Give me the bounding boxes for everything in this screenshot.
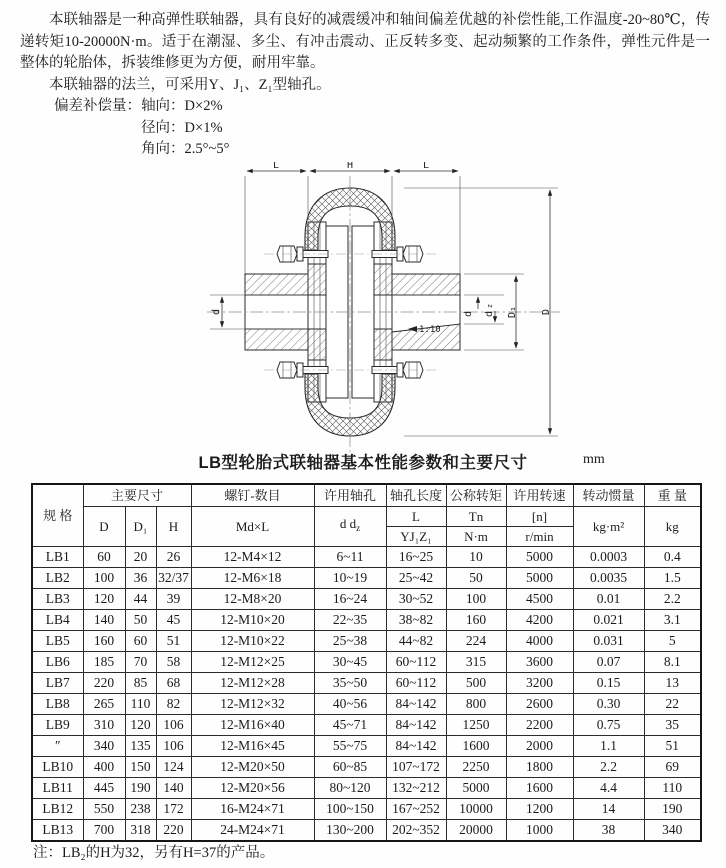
table-cell: 22 <box>644 693 701 714</box>
radial-compensation: 径向：D×1% <box>141 119 223 136</box>
table-cell: 16~24 <box>314 588 386 609</box>
table-cell: 2250 <box>446 756 506 777</box>
dim-label-dz: d <box>484 310 495 318</box>
table-cell: 315 <box>446 651 506 672</box>
bore-symbol-subscript: z <box>356 523 361 533</box>
table-cell: 12-M10×20 <box>191 609 314 630</box>
table-cell: 12-M20×50 <box>191 756 314 777</box>
table-cell: 25~42 <box>386 567 446 588</box>
table-cell: 44~82 <box>386 630 446 651</box>
table-cell: 160 <box>83 630 125 651</box>
header-bore: 许用轴孔 <box>314 484 386 506</box>
coupling-parameters-table <box>31 483 702 842</box>
table-cell: 20000 <box>446 819 506 841</box>
table-cell: ″ <box>32 735 83 756</box>
header-L: L <box>386 506 446 526</box>
table-cell: 60~112 <box>386 651 446 672</box>
table-cell: LB1 <box>32 546 83 567</box>
table-cell: 0.4 <box>644 546 701 567</box>
intro-section <box>20 10 710 161</box>
table-cell: 400 <box>83 756 125 777</box>
table-cell: 110 <box>125 693 156 714</box>
compensation-label: 偏差补偿量： <box>54 98 142 114</box>
table-cell: 106 <box>156 714 191 735</box>
table-cell: 82 <box>156 693 191 714</box>
table-cell: 4.4 <box>573 777 644 798</box>
compensation-block <box>54 96 710 161</box>
table-cell: 12-M20×56 <box>191 777 314 798</box>
header-inertia: 转动惯量 <box>573 484 644 506</box>
table-cell: LB10 <box>32 756 83 777</box>
table-cell: 68 <box>156 672 191 693</box>
header-Tn: Tn <box>446 506 506 526</box>
table-row <box>32 567 701 588</box>
table-cell: 238 <box>125 798 156 819</box>
table-cell: 110 <box>644 777 701 798</box>
table-cell: LB12 <box>32 798 83 819</box>
table-cell: 55~75 <box>314 735 386 756</box>
dim-label-L-left: L <box>272 162 280 171</box>
table-cell: 150 <box>125 756 156 777</box>
table-cell: 3600 <box>506 651 573 672</box>
table-cell: 0.0035 <box>573 567 644 588</box>
table-cell: 35~50 <box>314 672 386 693</box>
table-cell: 1600 <box>446 735 506 756</box>
right-bore-dimensions <box>463 295 504 324</box>
header-screws-formula: Md×L <box>191 506 314 546</box>
table-cell: 190 <box>644 798 701 819</box>
table-cell: 1.1 <box>573 735 644 756</box>
left-bore-dimension <box>211 297 222 327</box>
table-cell: LB9 <box>32 714 83 735</box>
table-cell: 0.0003 <box>573 546 644 567</box>
table-cell: 58 <box>156 651 191 672</box>
dim-label-D1: D₁ <box>507 305 518 319</box>
table-cell: 135 <box>125 735 156 756</box>
table-cell: 2.2 <box>644 588 701 609</box>
table-cell: LB2 <box>32 567 83 588</box>
table-cell: 1800 <box>506 756 573 777</box>
compensation-items <box>141 96 229 161</box>
table-row <box>32 672 701 693</box>
table-cell: 0.75 <box>573 714 644 735</box>
table-row <box>32 693 701 714</box>
table-cell: 224 <box>446 630 506 651</box>
header-n: [n] <box>506 506 573 526</box>
header-bore-symbols <box>314 506 386 546</box>
table-cell: 100 <box>83 567 125 588</box>
header-torque: 公称转矩 <box>446 484 506 506</box>
table-row <box>32 735 701 756</box>
table-cell: 30~45 <box>314 651 386 672</box>
header-D: D <box>83 506 125 546</box>
table-cell: 140 <box>156 777 191 798</box>
table-cell: 32/37 <box>156 567 191 588</box>
table-cell: 5000 <box>446 777 506 798</box>
table-cell: 100 <box>446 588 506 609</box>
header-torque-unit: N·m <box>446 526 506 546</box>
table-row <box>32 588 701 609</box>
dim-label-dz-subscript: z <box>486 303 494 309</box>
table-cell: 120 <box>125 714 156 735</box>
header-spec: 规 格 <box>32 484 83 546</box>
table-cell: 51 <box>156 630 191 651</box>
table-cell: 1.5 <box>644 567 701 588</box>
table-cell: 550 <box>83 798 125 819</box>
dim-label-D: D <box>541 308 552 316</box>
table-cell: LB3 <box>32 588 83 609</box>
table-cell: 8.1 <box>644 651 701 672</box>
table-cell: 84~142 <box>386 714 446 735</box>
table-cell: 38 <box>573 819 644 841</box>
table-title-row <box>0 449 726 475</box>
table-cell: 44 <box>125 588 156 609</box>
header-screws: 螺钉-数目 <box>191 484 314 506</box>
table-cell: 10 <box>446 546 506 567</box>
header-speed-unit: r/min <box>506 526 573 546</box>
table-cell: 60~85 <box>314 756 386 777</box>
table-cell: 5 <box>644 630 701 651</box>
table-cell: 12-M16×40 <box>191 714 314 735</box>
table-cell: 5000 <box>506 567 573 588</box>
table-cell: 12-M4×12 <box>191 546 314 567</box>
header-H: H <box>156 506 191 546</box>
table-cell: 51 <box>644 735 701 756</box>
table-cell: 12-M12×32 <box>191 693 314 714</box>
dim-label-L-right: L <box>422 162 430 171</box>
table-cell: 0.15 <box>573 672 644 693</box>
table-cell: 140 <box>83 609 125 630</box>
table-header <box>32 484 701 546</box>
table-cell: 30~52 <box>386 588 446 609</box>
table-cell: 3.1 <box>644 609 701 630</box>
table-cell: 40~56 <box>314 693 386 714</box>
angular-compensation: 角向：2.5°~5° <box>141 141 230 157</box>
axial-compensation: 轴向：D×2% <box>141 98 223 114</box>
table-row <box>32 651 701 672</box>
table-cell: 10000 <box>446 798 506 819</box>
header-bore-types: YJ₁Z₁ <box>386 526 446 546</box>
table-cell: 160 <box>446 609 506 630</box>
table-cell: 318 <box>125 819 156 841</box>
tire-bottom-section <box>305 374 395 436</box>
table-cell: 220 <box>83 672 125 693</box>
table-cell: 800 <box>446 693 506 714</box>
table-cell: 5000 <box>506 546 573 567</box>
table-cell: 85 <box>125 672 156 693</box>
table-row <box>32 798 701 819</box>
table-cell: 130~200 <box>314 819 386 841</box>
bore-symbol-main: d d <box>339 516 357 531</box>
table-cell: 132~212 <box>386 777 446 798</box>
coupling-drawing <box>112 162 582 462</box>
table-cell: 4000 <box>506 630 573 651</box>
table-cell: LB8 <box>32 693 83 714</box>
header-bore-length: 轴孔长度 <box>386 484 446 506</box>
table-cell: 16~25 <box>386 546 446 567</box>
header-D1: D₁ <box>125 506 156 546</box>
table-cell: 60 <box>83 546 125 567</box>
table-cell: 700 <box>83 819 125 841</box>
table-cell: 22~35 <box>314 609 386 630</box>
table-row <box>32 756 701 777</box>
table-cell: 12-M16×45 <box>191 735 314 756</box>
dim-label-H: H <box>346 162 354 171</box>
table-cell: 265 <box>83 693 125 714</box>
table-cell: 190 <box>125 777 156 798</box>
table-cell: 1250 <box>446 714 506 735</box>
table-cell: 38~82 <box>386 609 446 630</box>
header-weight: 重 量 <box>644 484 701 506</box>
table-cell: 1000 <box>506 819 573 841</box>
table-cell: 12-M12×28 <box>191 672 314 693</box>
header-weight-unit: kg <box>644 506 701 546</box>
table-cell: 10~19 <box>314 567 386 588</box>
flange-type-line: 本联轴器的法兰，可采用Y、J₁、Z₁型轴孔。 <box>49 76 331 93</box>
table-cell: 24-M24×71 <box>191 819 314 841</box>
table-cell: 124 <box>156 756 191 777</box>
table-cell: LB7 <box>32 672 83 693</box>
table-cell: 310 <box>83 714 125 735</box>
table-cell: LB13 <box>32 819 83 841</box>
intro-paragraph: 本联轴器是一种高弹性联轴器，具有良好的减震缓冲和轴间偏差优越的补偿性能,工作温度-20~80℃，传递转矩10-20000N·m。适于在潮湿、多尘、有冲击震动、正反转多变、起动频繁的工作条件，弹性元件是一整体的轮胎体，拆装维修更为方便，耐用牢靠。 <box>20 12 710 71</box>
table-cell: 26 <box>156 546 191 567</box>
table-cell: 2000 <box>506 735 573 756</box>
table-cell: 172 <box>156 798 191 819</box>
table-cell: 36 <box>125 567 156 588</box>
table-cell: 14 <box>573 798 644 819</box>
table-cell: 500 <box>446 672 506 693</box>
table-cell: 6~11 <box>314 546 386 567</box>
table-cell: 84~142 <box>386 735 446 756</box>
table-cell: 45 <box>156 609 191 630</box>
table-cell: 60 <box>125 630 156 651</box>
table-cell: 25~38 <box>314 630 386 651</box>
dim-label-d-left: d <box>211 308 222 316</box>
table-cell: 0.031 <box>573 630 644 651</box>
table-cell: 2600 <box>506 693 573 714</box>
table-cell: 84~142 <box>386 693 446 714</box>
taper-label: 1:10 <box>419 325 441 335</box>
table-cell: 445 <box>83 777 125 798</box>
table-cell: 12-M8×20 <box>191 588 314 609</box>
table-cell: 0.07 <box>573 651 644 672</box>
table-cell: 1200 <box>506 798 573 819</box>
table-cell: 4500 <box>506 588 573 609</box>
dim-label-d-right: d <box>463 310 474 318</box>
table-body <box>32 546 701 841</box>
coupling-cross-section-figure <box>112 162 582 462</box>
table-cell: 12-M12×25 <box>191 651 314 672</box>
table-cell: 185 <box>83 651 125 672</box>
table-cell: 39 <box>156 588 191 609</box>
table-cell: 13 <box>644 672 701 693</box>
table-cell: 50 <box>446 567 506 588</box>
header-speed: 许用转速 <box>506 484 573 506</box>
table-cell: 80~120 <box>314 777 386 798</box>
header-main-dims: 主要尺寸 <box>83 484 191 506</box>
table-cell: 0.30 <box>573 693 644 714</box>
table-cell: 69 <box>644 756 701 777</box>
table-cell: 2.2 <box>573 756 644 777</box>
table-cell: 20 <box>125 546 156 567</box>
table-cell: 120 <box>83 588 125 609</box>
table-cell: 50 <box>125 609 156 630</box>
header-inertia-unit: kg·m² <box>573 506 644 546</box>
table-cell: 0.01 <box>573 588 644 609</box>
table-cell: 340 <box>83 735 125 756</box>
table-cell: 340 <box>644 819 701 841</box>
table-cell: 12-M10×22 <box>191 630 314 651</box>
table-cell: LB5 <box>32 630 83 651</box>
table-row <box>32 819 701 841</box>
table-cell: 0.021 <box>573 609 644 630</box>
table-cell: 2200 <box>506 714 573 735</box>
unit-label: mm <box>583 452 605 467</box>
table-cell: 220 <box>156 819 191 841</box>
table-cell: LB11 <box>32 777 83 798</box>
table-cell: 1600 <box>506 777 573 798</box>
table-cell: 107~172 <box>386 756 446 777</box>
table-row <box>32 546 701 567</box>
table-cell: 167~252 <box>386 798 446 819</box>
table-cell: LB4 <box>32 609 83 630</box>
table-cell: 202~352 <box>386 819 446 841</box>
footnote: 注：LB₂的H为32，另有H=37的产品。 <box>33 845 275 861</box>
table-cell: 3200 <box>506 672 573 693</box>
table-cell: 4200 <box>506 609 573 630</box>
table-row <box>32 714 701 735</box>
table-cell: 45~71 <box>314 714 386 735</box>
table-cell: 60~112 <box>386 672 446 693</box>
table-cell: 70 <box>125 651 156 672</box>
table-cell: 16-M24×71 <box>191 798 314 819</box>
table-row <box>32 609 701 630</box>
table-cell: 106 <box>156 735 191 756</box>
table-row <box>32 777 701 798</box>
table-title: LB型轮胎式联轴器基本性能参数和主要尺寸 <box>198 454 528 472</box>
table-cell: 12-M6×18 <box>191 567 314 588</box>
table-cell: 35 <box>644 714 701 735</box>
table-cell: LB6 <box>32 651 83 672</box>
table-cell: 100~150 <box>314 798 386 819</box>
table-row <box>32 630 701 651</box>
